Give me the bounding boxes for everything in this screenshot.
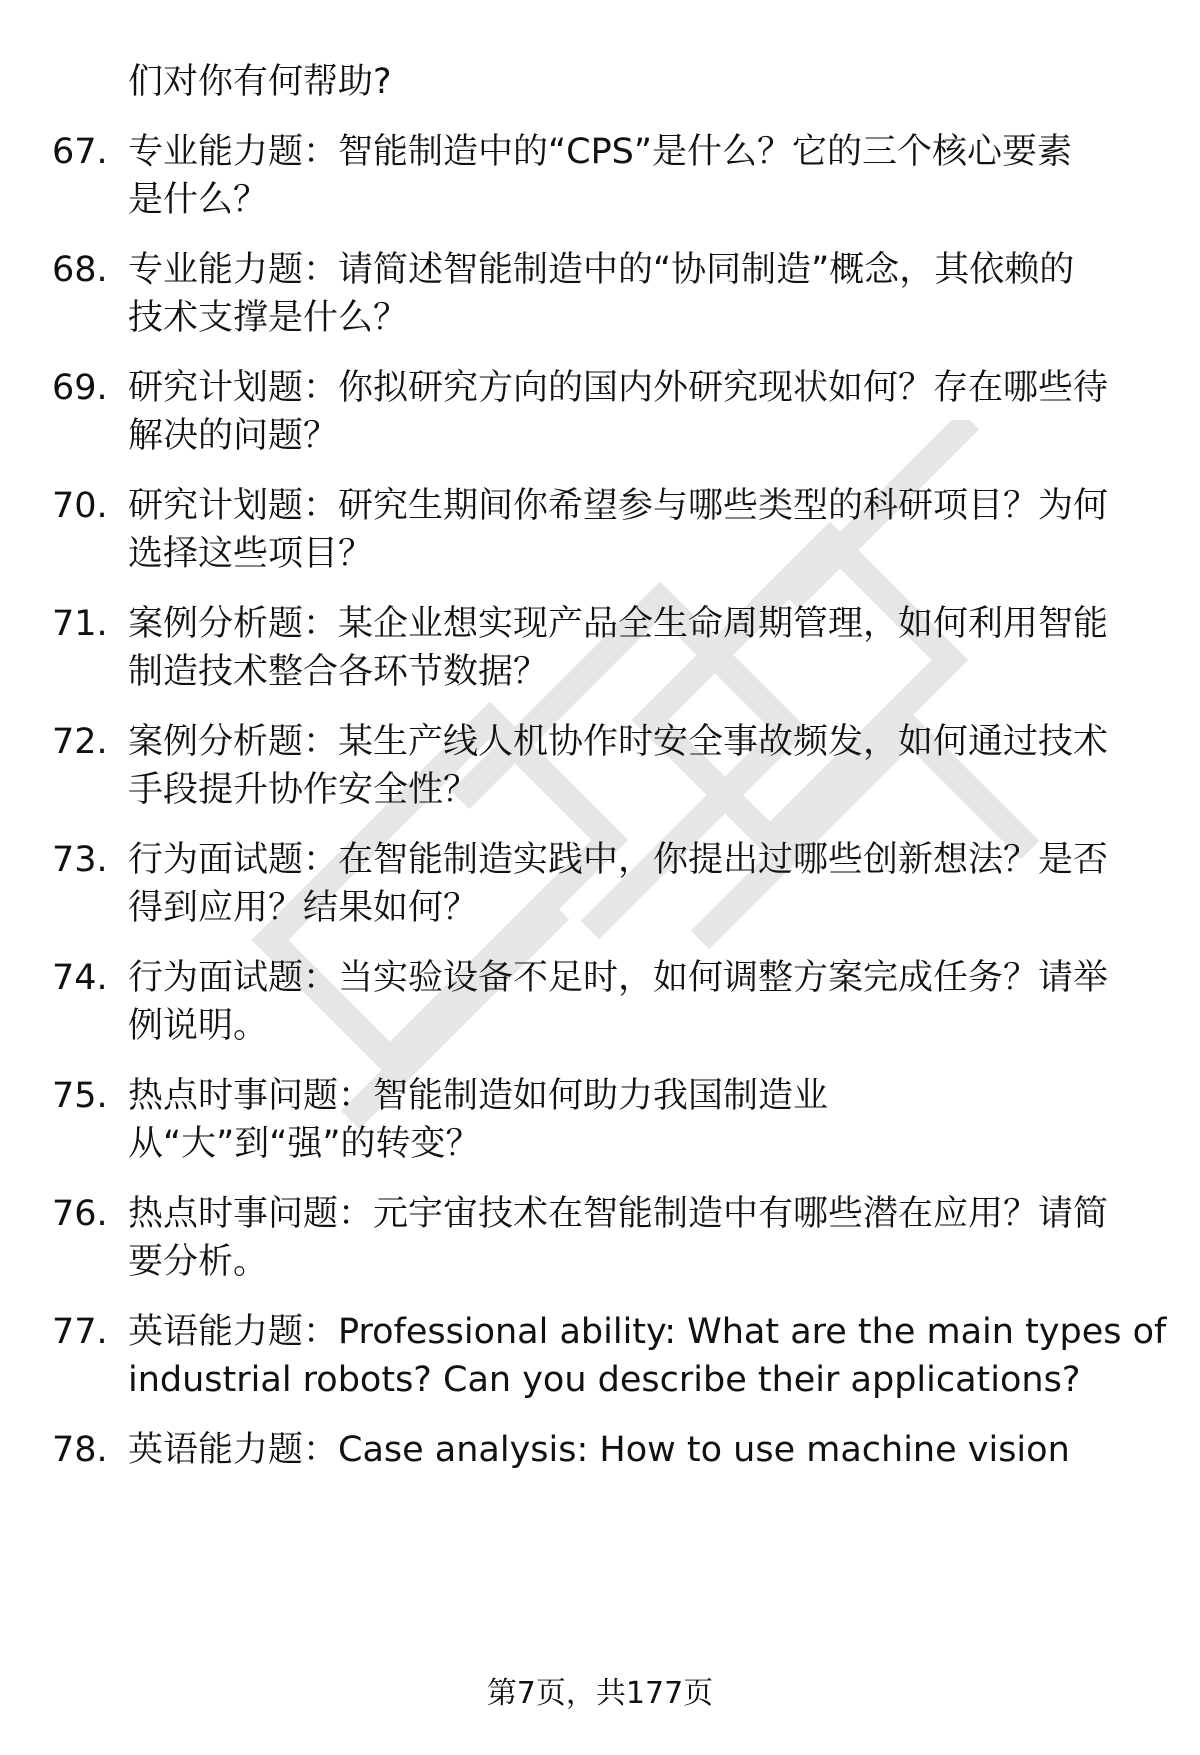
question-number: 69.: [52, 368, 108, 408]
question-text: [128, 1190, 1168, 1286]
question-number: 76.: [52, 1194, 108, 1234]
question-text: [128, 364, 1168, 460]
question-text: [128, 482, 1168, 578]
question-number: 77.: [52, 1312, 108, 1352]
question-text: [128, 600, 1168, 696]
question-line: 手段提升协作安全性？: [128, 770, 479, 810]
question-text: [128, 246, 1168, 342]
question-text: [128, 836, 1168, 932]
question-line: 制造技术整合各环节数据？: [128, 652, 549, 692]
question-line: 案例分析题：某生产线人机协作时安全事故频发，如何通过技术: [128, 722, 1109, 762]
question-number: 71.: [52, 604, 108, 644]
page-footer: 第7页，共177页: [486, 1676, 714, 1711]
question-line: 专业能力题：请简述智能制造中的“协同制造”概念，其依赖的: [128, 250, 1075, 290]
question-line: industrial robots? Can you describe their applications?: [128, 1360, 1081, 1400]
question-number: 78.: [52, 1430, 108, 1470]
question-line: 专业能力题：智能制造中的“CPS”是什么？它的三个核心要素: [128, 132, 1073, 172]
question-number: 74.: [52, 958, 108, 998]
question-line: 案例分析题：某企业想实现产品全生命周期管理，如何利用智能: [128, 604, 1109, 644]
question-text: [128, 128, 1168, 224]
question-line: 行为面试题：当实验设备不足时，如何调整方案完成任务？请举: [128, 958, 1109, 998]
question-line: 从“大”到“强”的转变？: [128, 1124, 481, 1164]
question-text: [128, 718, 1168, 814]
question-number: 67.: [52, 132, 108, 172]
question-text: [128, 1426, 1168, 1474]
question-line: 热点时事问题：元宇宙技术在智能制造中有哪些潜在应用？请简: [128, 1194, 1109, 1234]
question-number: 68.: [52, 250, 108, 290]
question-number: 75.: [52, 1076, 108, 1116]
question-line: 技术支撑是什么？: [128, 298, 409, 338]
question-line: 例说明。: [128, 1006, 269, 1046]
continued-question-text: 们对你有何帮助?: [128, 62, 392, 102]
question-line: 研究计划题：你拟研究方向的国内外研究现状如何？存在哪些待: [128, 368, 1109, 408]
question-line: 是什么？: [128, 180, 269, 220]
question-number: 72.: [52, 722, 108, 762]
question-line: 英语能力题：Case analysis: How to use machine vision: [128, 1430, 1070, 1470]
question-line: 得到应用？结果如何？: [128, 888, 479, 928]
question-line: 行为面试题：在智能制造实践中，你提出过哪些创新想法？是否: [128, 840, 1109, 880]
question-line: 解决的问题？: [128, 416, 339, 456]
question-text: [128, 1072, 1168, 1168]
question-line: 选择这些项目？: [128, 534, 374, 574]
question-text: [128, 954, 1168, 1050]
question-number: 73.: [52, 840, 108, 880]
question-line: 英语能力题：Professional ability: What are the main types of: [128, 1312, 1167, 1352]
question-number: 70.: [52, 486, 108, 526]
question-line: 要分析。: [128, 1242, 269, 1282]
question-line: 热点时事问题：智能制造如何助力我国制造业: [128, 1076, 829, 1116]
question-text: [128, 1308, 1168, 1404]
question-line: 研究计划题：研究生期间你希望参与哪些类型的科研项目？为何: [128, 486, 1109, 526]
